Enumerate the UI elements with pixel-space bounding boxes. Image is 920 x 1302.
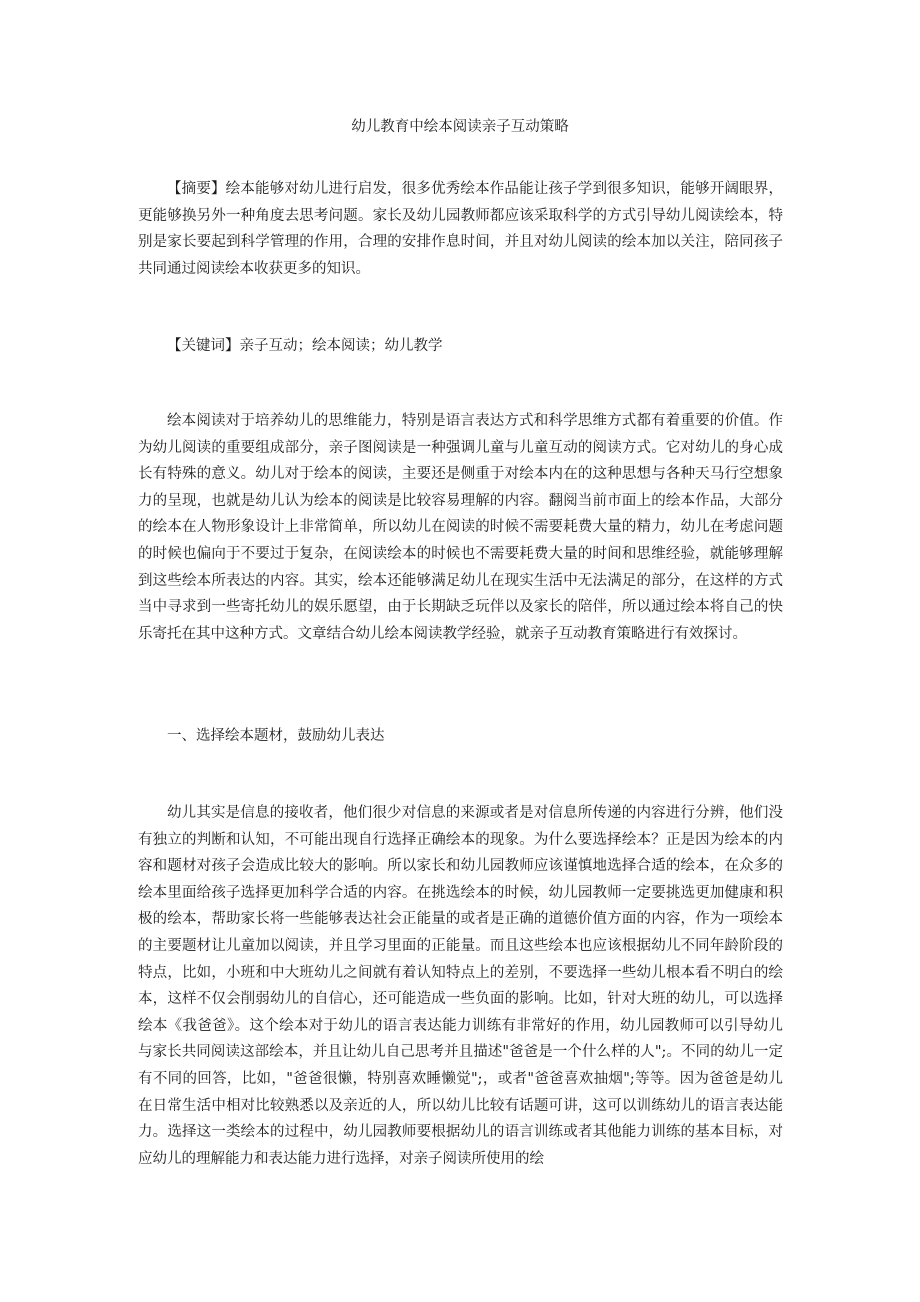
section-body-1: 幼儿其实是信息的接收者，他们很少对信息的来源或者是对信息所传递的内容进行分辨，他们没有独立的判断和认知，不可能出现自行选择正确绘本的现象。为什么要选择绘本？正是因为绘本的内容和题材对孩子会造成比较大的影响。所以家长和幼儿园教师应该谨慎地选择合适的绘本，在众多的绘本里面给孩子选择更加科学合适的内容。在挑选绘本的时候，幼儿园教师一定要挑选更加健康和积极的绘本，帮助家长将一些能够表达社会正能量的或者是正确的道德价值方面的内容，作为一项绘本的主要题材让儿童加以阅读，并且学习里面的正能量。而且这些绘本也应该根据幼儿不同年龄阶段的特点，比如，小班和中大班幼儿之间就有着认知特点上的差别，不要选择一些幼儿根本看不明白的绘本，这样不仅会削弱幼儿的自信心，还可能造成一些负面的影响。比如，针对大班的幼儿，可以选择绘本《我爸爸》。这个绘本对于幼儿的语言表达能力训练有非常好的作用，幼儿园教师可以引导幼儿与家长共同阅读这部绘本，并且让幼儿自己思考并且描述"爸爸是一个什么样的人";。不同的幼儿一定有不同的回答，比如，"爸爸很懒，特别喜欢睡懒觉";，或者"爸爸喜欢抽烟";等等。因为爸爸是幼儿在日常生活中相对比较熟悉以及亲近的人，所以幼儿比较有话题可讲，这可以训练幼儿的语言表达能力。选择这一类绘本的过程中，幼儿园教师要根据幼儿的语言训练或者其他能力训练的基本目标，对应幼儿的理解能力和表达能力进行选择，对亲子阅读所使用的绘 — [138, 805, 783, 1167]
intro-paragraph: 绘本阅读对于培养幼儿的思维能力，特别是语言表达方式和科学思维方式都有着重要的价值。作为幼儿阅读的重要组成部分，亲子图阅读是一种强调儿童与儿童互动的阅读方式。它对幼儿的身心成长有特殊的意义。幼儿对于绘本的阅读，主要还是侧重于对绘本内在的这种思想与各种天马行空想象力的呈现，也就是幼儿认为绘本的阅读是比较容易理解的内容。翻阅当前市面上的绘本作品，大部分的绘本在人物形象设计上非常简单，所以幼儿在阅读的时候不需要耗费大量的精力，幼儿在考虑问题的时候也偏向于不要过于复杂，在阅读绘本的时候也不需要耗费大量的时间和思维经验，就能够理解到这些绘本所表达的内容。其实，绘本还能够满足幼儿在现实生活中无法满足的部分，在这样的方式当中寻求到一些寄托幼儿的娱乐愿望，由于长期缺乏玩伴以及家长的陪伴，所以通过绘本将自己的快乐寄托在其中这种方式。文章结合幼儿绘本阅读教学经验，就亲子互动教育策略进行有效探讨。 — [138, 413, 783, 642]
document-title: 幼儿教育中绘本阅读亲子互动策略 — [351, 119, 569, 135]
keywords-paragraph: 【关键词】亲子互动；绘本阅读；幼儿教学 — [167, 338, 443, 354]
section-heading-1: 一、选择绘本题材，鼓励幼儿表达 — [167, 728, 385, 744]
abstract-paragraph: 【摘要】绘本能够对幼儿进行启发，很多优秀绘本作品能让孩子学到很多知识，能够开阔眼界，更能够换另外一种角度去思考问题。家长及幼儿园教师都应该采取科学的方式引导幼儿阅读绘本，特别是家长要起到科学管理的作用，合理的安排作息时间，并且对幼儿阅读的绘本加以关注，陪同孩子共同通过阅读绘本收获更多的知识。 — [138, 181, 783, 277]
